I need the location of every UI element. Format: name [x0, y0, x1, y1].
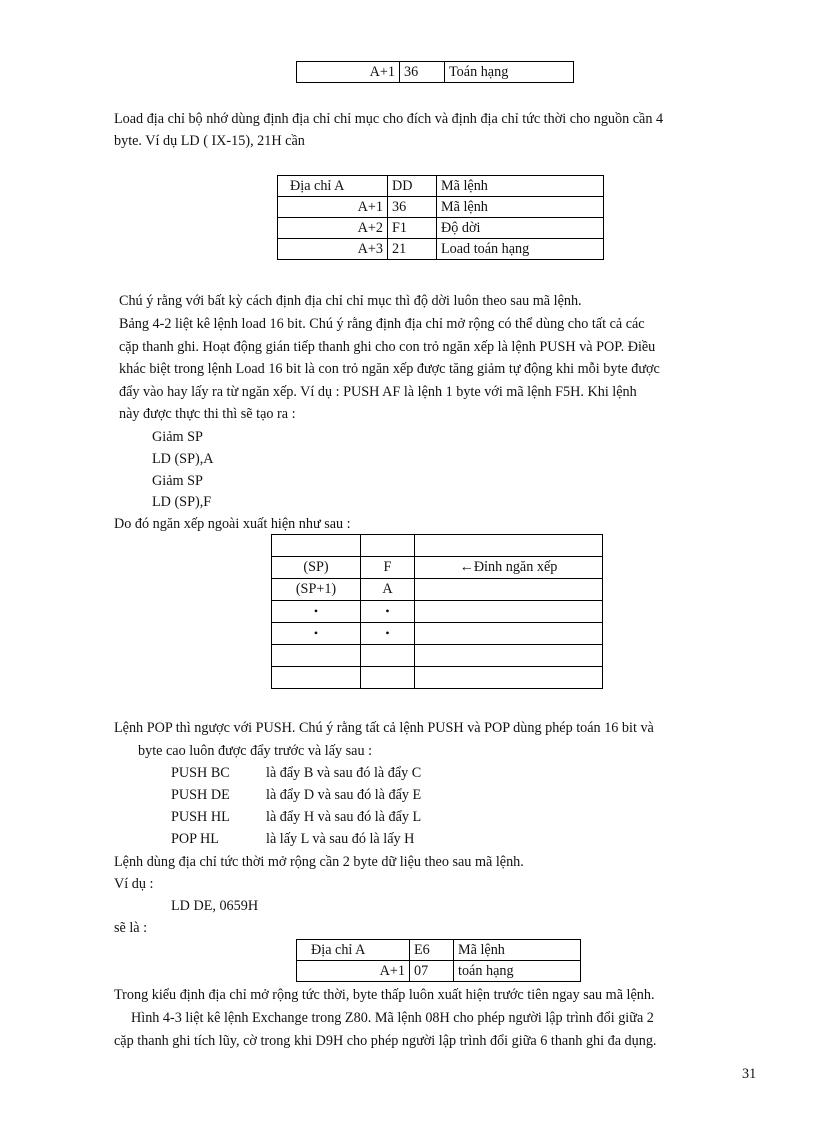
stack-cell: • — [361, 601, 415, 623]
description-cell: Mã lệnh — [437, 197, 604, 218]
stack-cell — [272, 535, 361, 557]
paragraph-line: Lệnh dùng địa chỉ tức thời mở rộng cần 2 byte dữ liệu theo sau mã lệnh. — [114, 854, 524, 870]
description-cell: Độ dời — [437, 218, 604, 239]
code-cell: 36 — [400, 62, 445, 83]
stack-cell — [415, 535, 603, 557]
stack-cell — [415, 601, 603, 623]
push-desc: là đẩy H và sau đó là đẩy L — [266, 809, 422, 825]
address-cell: Địa chỉ A — [297, 940, 410, 961]
push-desc: là đẩy B và sau đó là đẩy C — [266, 765, 422, 781]
table-row — [297, 940, 581, 961]
will-be-label: sẽ là : — [114, 920, 148, 936]
paragraph-line: cặp thanh ghi. Hoạt động gián tiếp thanh ghi cho con trỏ ngăn xếp là lệnh PUSH và POP. Điều — [119, 339, 656, 355]
example-label: Ví dụ : — [114, 876, 154, 892]
paragraph-line: Hình 4-3 liệt kê lệnh Exchange trong Z80. Mã lệnh 08H cho phép người lập trình đổi giữa 2 — [131, 1010, 654, 1026]
address-cell: A+1 — [278, 197, 388, 218]
description-cell: Mã lệnh — [454, 940, 581, 961]
table-row — [297, 62, 574, 83]
paragraph-line: khác biệt trong lệnh Load 16 bit là con trỏ ngăn xếp được tăng giảm tự động khi mỗi byte được — [119, 361, 660, 377]
code-cell: 36 — [388, 197, 437, 218]
address-cell: Địa chỉ A — [278, 176, 388, 197]
code-cell: F1 — [388, 218, 437, 239]
paragraph-line: byte cao luôn được đẩy trước và lấy sau : — [138, 743, 373, 759]
paragraph-line: Trong kiểu định địa chỉ mở rộng tức thời, byte thấp luôn xuất hiện trước tiên ngay sau mã lệnh. — [114, 987, 655, 1003]
table-row — [297, 961, 581, 982]
paragraph-line: Chú ý rằng với bất kỳ cách định địa chỉ chỉ mục thì độ dời luôn theo sau mã lệnh. — [119, 293, 582, 309]
description-cell: Mã lệnh — [437, 176, 604, 197]
opcode-table-3 — [296, 939, 581, 982]
code-cell: DD — [388, 176, 437, 197]
code-cell: 07 — [410, 961, 454, 982]
address-cell: A+1 — [297, 961, 410, 982]
opcode-table-1 — [296, 61, 574, 83]
stack-cell — [361, 645, 415, 667]
stack-intro: Do đó ngăn xếp ngoài xuất hiện như sau : — [114, 516, 351, 532]
pop-desc: là lấy L và sau đó là lấy H — [266, 831, 415, 847]
table-row — [278, 176, 604, 197]
paragraph-line: Bảng 4-2 liệt kê lệnh load 16 bit. Chú ý rằng định địa chỉ mở rộng có thể dùng cho tất cả các — [119, 316, 645, 332]
opcode-table-2 — [277, 175, 604, 260]
description-cell: Load toán hạng — [437, 239, 604, 260]
table-row — [278, 218, 604, 239]
description-cell: toán hạng — [454, 961, 581, 982]
step-line: Giảm SP — [152, 429, 203, 445]
paragraph-line: đẩy vào hay lấy ra từ ngăn xếp. Ví dụ : PUSH AF là lệnh 1 byte với mã lệnh F5H. Khi lệnh — [119, 384, 637, 400]
push-desc: là đẩy D và sau đó là đẩy E — [266, 787, 422, 803]
table-row — [272, 645, 603, 667]
table-row — [272, 601, 603, 623]
paragraph-line: Lệnh POP thì ngược với PUSH. Chú ý rằng tất cả lệnh PUSH và POP dùng phép toán 16 bit và — [114, 720, 654, 736]
table-row — [278, 239, 604, 260]
address-cell: A+2 — [278, 218, 388, 239]
example-code: LD DE, 0659H — [171, 898, 259, 914]
description-cell: Toán hạng — [445, 62, 574, 83]
stack-cell: • — [272, 623, 361, 645]
address-cell: A+3 — [278, 239, 388, 260]
step-line: LD (SP),F — [152, 494, 212, 510]
stack-cell — [415, 667, 603, 689]
stack-cell — [272, 645, 361, 667]
push-cmd: PUSH BC — [171, 765, 230, 781]
pop-cmd: POP HL — [171, 831, 219, 847]
stack-cell: (SP+1) — [272, 579, 361, 601]
stack-cell — [272, 667, 361, 689]
table-row — [278, 197, 604, 218]
paragraph-line: này được thực thi thì sẽ tạo ra : — [119, 406, 296, 422]
stack-cell — [415, 645, 603, 667]
stack-cell: • — [361, 623, 415, 645]
table-row — [272, 623, 603, 645]
stack-table — [271, 534, 603, 689]
stack-cell — [361, 667, 415, 689]
push-cmd: PUSH DE — [171, 787, 230, 803]
step-line: Giảm SP — [152, 473, 203, 489]
code-cell: 21 — [388, 239, 437, 260]
code-cell: E6 — [410, 940, 454, 961]
stack-cell: F — [361, 557, 415, 579]
stack-cell: (SP) — [272, 557, 361, 579]
push-cmd: PUSH HL — [171, 809, 230, 825]
paragraph-line: byte. Ví dụ LD ( IX-15), 21H cần — [114, 133, 305, 149]
stack-cell — [415, 579, 603, 601]
step-line: LD (SP),A — [152, 451, 214, 467]
address-cell: A+1 — [297, 62, 400, 83]
paragraph-line: cặp thanh ghi tích lũy, cờ trong khi D9H cho phép người lập trình đổi giữa 6 thanh ghi đa dụng. — [114, 1033, 657, 1049]
table-row — [272, 557, 603, 579]
stack-cell — [361, 535, 415, 557]
page-number: 31 — [742, 1066, 757, 1082]
stack-top-label: ←Đỉnh ngăn xếp — [415, 557, 603, 579]
table-row — [272, 667, 603, 689]
table-row — [272, 579, 603, 601]
paragraph-line: Load địa chỉ bộ nhớ dùng định địa chỉ chỉ mục cho đích và định địa chỉ tức thời cho nguồn cần 4 — [114, 111, 664, 127]
stack-cell: • — [272, 601, 361, 623]
table-row — [272, 535, 603, 557]
stack-cell: A — [361, 579, 415, 601]
stack-cell — [415, 623, 603, 645]
